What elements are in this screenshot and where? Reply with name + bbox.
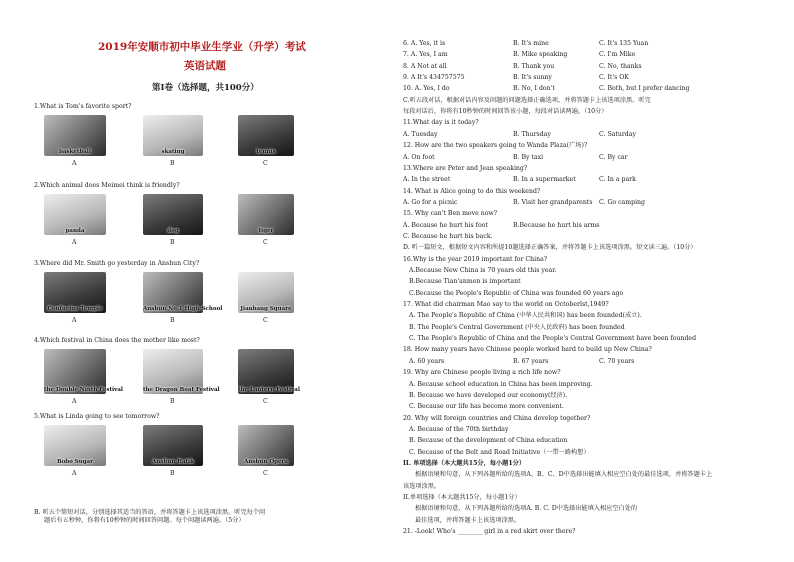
picture-caption: the Dragon Boat Festival (143, 387, 220, 393)
section-b-instruction-2: 题后有五秒钟，你将有10秒钟的时间回答问题。每个问题读两遍。（5分） (44, 517, 245, 524)
option-label-a: A (72, 239, 77, 246)
answer-option-a: A. In the street (403, 176, 451, 184)
exam-line: 每段对话后，你将有10秒钟的时间回答该小题，每段对话读两遍。（10分） (403, 108, 608, 116)
picture-caption: Anshun Batik (152, 459, 194, 465)
exam-line: C. Because of the Belt and Road Initiative（一带一路构想） (409, 448, 590, 456)
exam-line: 该选项涂黑。 (403, 482, 441, 490)
option-label-a: A (72, 398, 77, 405)
exam-line: II.单项选择（本大题共15分，每小题1分） (403, 494, 521, 501)
question-4-picture-a (44, 349, 123, 394)
answer-option-a: 7. A. Yes, I am (403, 51, 448, 59)
question-1-picture-b (143, 115, 203, 156)
exam-line: A. The People's Republic of China (中华人民共和国) has been founded(成立). (409, 312, 642, 320)
picture-caption: the Double Ninth Festival (44, 387, 123, 393)
question-2-picture-a (44, 194, 106, 235)
answer-option-a: 10. A. Yes, I do (403, 85, 450, 93)
option-label-c: C (263, 239, 268, 246)
option-label-a: A (72, 317, 77, 324)
answer-option-a: 8. A Not at all (403, 62, 447, 70)
answer-option-b: B. No, I don't (513, 85, 555, 93)
answer-option-a: A. 60 years (409, 357, 445, 365)
answer-option-b: B. It's sunny (513, 74, 552, 82)
question-2-picture-c (238, 194, 294, 235)
option-label-b: B (170, 317, 175, 324)
exam-line: 19. Why are Chinese people living a rich life now? (403, 369, 561, 377)
exam-title: 2019年安顺市初中毕业生学业（升学）考试 (98, 41, 306, 53)
question-5-picture-c (238, 425, 294, 466)
exam-line: B. Because we have developed our economy(经济). (409, 391, 568, 399)
exam-line: B. The People's Central Government (中央人民政府) has been founded (409, 323, 625, 331)
answer-option-a: A. On foot (403, 153, 435, 161)
question-4-text: 4.Which festival in China does the mother like most? (34, 337, 200, 344)
option-label-c: C (263, 398, 268, 405)
question-1-picture-a (44, 115, 106, 156)
exam-line: 11.What day is it today? (403, 119, 479, 127)
option-label-c: C (263, 317, 268, 324)
question-1-text: 1.What is Tom's favorite sport? (34, 103, 132, 110)
exam-line: 根据语境和句意，从下列各题所给的选项A. B. C. D中选择出能填入相应空白处的 (415, 505, 638, 513)
option-label-c: C (263, 160, 268, 167)
exam-line: C. Because our life has become more convenient. (409, 403, 564, 411)
answer-option-c: C. It's 135 Yuan (599, 40, 649, 47)
exam-line: C.听五段对话，根据对话内容及问题的问题选择正确选项，并将答题卡上该选项涂黑。听完 (403, 96, 651, 104)
section-heading: II. 单项选择（本大题共15分，每小题1分） (403, 459, 526, 467)
picture-caption: dog (167, 228, 179, 234)
picture-caption: skating (161, 149, 185, 155)
answer-option-a: A. Go for a picnic (403, 198, 458, 206)
exam-line: 根据语境和句意，从下列各题所给的选项A、B、C、D中选择出能填入相应空白处的最佳选项，并将答题卡上 (415, 471, 713, 479)
exam-line: C. Because he hurt his back. (403, 232, 493, 240)
answer-option-b: B. In a supermarket (513, 176, 576, 184)
answer-option-c: C. Saturday (599, 130, 636, 138)
question-4-picture-c (238, 349, 300, 394)
picture-caption: basketball (59, 149, 91, 155)
picture-caption: Anshun Opera (244, 459, 288, 465)
answer-option-a: A. Tuesday (403, 130, 438, 138)
answer-option-c: C. Go camping (599, 198, 645, 206)
picture-caption: Bobo Sugar (56, 459, 94, 465)
exam-line: D. 听一篇短文，根据短文内容和所提10题选择正确答案，并将答题卡上该选项涂黑。短文读三遍。（10分） (403, 244, 697, 252)
exam-line: 21. -Look! Who's ________ girl in a red skirt over there? (403, 528, 576, 536)
answer-option-b: B. By taxi (513, 153, 544, 161)
question-3-text: 3.Where did Mr. Smith go yesterday in Anshun City? (34, 260, 200, 267)
picture-caption: Confucius Temple (47, 306, 103, 312)
picture-caption: panda (65, 228, 85, 234)
answer-option-b: B. It's mine (513, 40, 549, 47)
question-5-picture-b (143, 425, 203, 466)
answer-option-a: A. Because he hurt his foot (403, 221, 488, 229)
exam-line: A.Because New China is 70 years old this year. (409, 267, 557, 274)
answer-option-c: C. 70 years (599, 357, 635, 365)
exam-line: 16.Why is the year 2019 important for China? (403, 255, 548, 263)
answer-option-b: B. Visit her grandparents (513, 198, 593, 206)
exam-line: 12. How are the two speakers going to Wanda Plaza(广场)? (403, 142, 588, 150)
exam-line: A. Because of the 70th birthday (409, 425, 509, 433)
exam-line: 15. Why can't Ben move now? (403, 210, 498, 218)
exam-line: 13.Where are Peter and Jean speaking? (403, 164, 528, 172)
exam-line: 14. What is Alice going to do this weekend? (403, 187, 541, 195)
part-heading: 第Ⅰ卷（选择题，共100分） (152, 83, 259, 93)
answer-option-a: 9. A It's 434757575 (403, 74, 465, 82)
exam-subtitle: 英语试题 (184, 60, 226, 72)
exam-line: B. Because of the development of China education (409, 437, 568, 445)
answer-option-c: C. It's OK (599, 74, 629, 82)
picture-caption: tennis (256, 149, 276, 155)
answer-option-a: 6. A. Yes, it is (403, 40, 446, 47)
exam-line: B.Because Tian'anmen is important (409, 278, 521, 286)
option-label-b: B (170, 398, 175, 405)
exam-line: 最佳选项，并将答题卡上该选项涂黑。 (415, 516, 521, 524)
exam-line: 20. Why will foreign countries and China develop together? (403, 414, 591, 422)
picture-caption: Jianbang Square (240, 306, 292, 312)
picture-caption: the Lantern Festival (238, 387, 300, 393)
option-label-a: A (72, 470, 77, 477)
exam-line: C.Because the People's Republic of China was founded 60 years ago (409, 289, 624, 297)
option-label-b: B (170, 160, 175, 167)
question-5-text: 5.What is Linda going to see tomorrow? (34, 413, 160, 420)
picture-caption: tiger (258, 228, 274, 234)
answer-option-c: C. I'm Mike (599, 51, 636, 59)
question-2-picture-b (143, 194, 203, 235)
question-1-picture-c (238, 115, 294, 156)
question-5-picture-a (44, 425, 106, 466)
section-b-instruction-1: B. 听五个简短对话，分别选择其适当的答语，并将答题卡上该选项涂黑。听完每个问 (34, 509, 266, 516)
exam-line: 18. How many years have Chinese people worked hard to build up New China? (403, 346, 652, 354)
answer-option-b: B. Thursday (513, 130, 551, 138)
option-label-b: B (170, 470, 175, 477)
question-3-picture-c (238, 272, 294, 313)
picture-caption: Anshun No.1 High School (143, 306, 223, 312)
answer-option-b: B. Mike speaking (513, 51, 568, 59)
answer-option-b: B. Thank you (513, 62, 555, 70)
answer-option-b: B.Because he hurt his arms (513, 221, 600, 229)
exam-line: 17. What did chairman Mao say to the world on Octoberlst,1949? (403, 301, 609, 309)
option-label-b: B (170, 239, 175, 246)
answer-option-c: C. No, thanks (599, 62, 642, 70)
exam-line: A. Because school education in China has been improving. (409, 380, 593, 388)
exam-line: C. The People's Republic of China and the People's Central Government have been founded (409, 335, 697, 343)
answer-option-b: B. 67 years (513, 357, 549, 365)
question-3-picture-a (44, 272, 106, 313)
answer-option-c: C. Both, but I prefer dancing (599, 85, 690, 93)
answer-option-c: C. In a park (599, 176, 636, 184)
option-label-a: A (72, 160, 77, 167)
answer-option-c: C. By car (599, 153, 628, 161)
question-2-text: 2.Which animal does Meimei think is friendly? (34, 182, 180, 189)
question-4-picture-b (143, 349, 220, 394)
option-label-c: C (263, 470, 268, 477)
question-3-picture-b (143, 272, 223, 313)
